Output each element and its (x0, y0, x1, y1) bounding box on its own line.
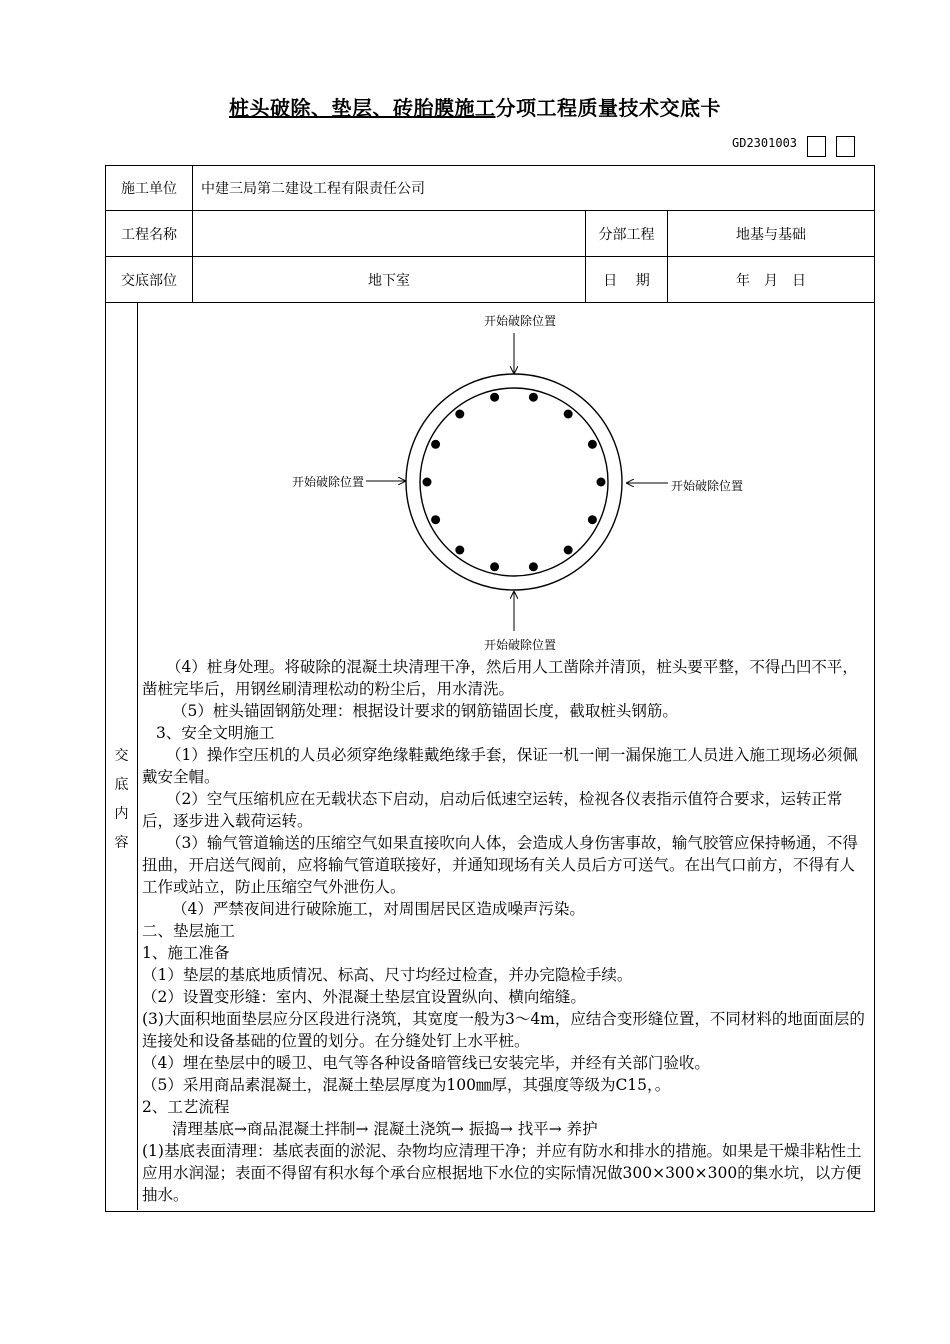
para-14: （5）采用商品素混凝土，混凝土垫层厚度为100㎜厚，其强度等级为C15，。 (142, 1076, 671, 1094)
disclosure-text (138, 656, 874, 1206)
doc-code: GD2301003 (732, 136, 798, 150)
para-8: 二、垫层施工 (142, 922, 236, 940)
date-value: 年 月 日 (668, 257, 875, 303)
page-title (0, 92, 950, 121)
rebar-dot (455, 546, 464, 555)
code-box-2 (836, 136, 855, 157)
title-rest: 分项工程质量技术交底卡 (495, 96, 721, 120)
side-char-1: 交 (114, 747, 129, 764)
rebar-dot (431, 515, 440, 524)
para-17: (1)基底表面清理：基底表面的淤泥、杂物均应清理干净；并应有防水和排水的措施。如果是干燥非粘性土应用水润湿；表面不得留有积水每个承台应根据地下水位的实际情况做300×300×300的集水坑，以方便抽水。 (142, 1142, 862, 1204)
rebar-dot (490, 393, 499, 402)
side-label (106, 303, 138, 1210)
para-13: （4）埋在垫层中的暖卫、电气等各种设备暗管线已安装完毕，并经有关部门验收。 (142, 1054, 710, 1072)
label-left: 开始破除位置 (292, 475, 365, 489)
rebar-dot (490, 562, 499, 571)
rebar-dot (588, 440, 597, 449)
disclosure-table (105, 165, 875, 1212)
subdivision-value: 地基与基础 (668, 211, 875, 257)
rebar-dot (564, 410, 573, 419)
side-char-2: 底 (114, 776, 129, 793)
rebar-dot (588, 515, 597, 524)
para-11: （2）设置变形缝：室内、外混凝土垫层宜设置纵向、横向缩缝。 (142, 988, 586, 1006)
side-char-4: 容 (114, 834, 129, 851)
outer-circle (406, 374, 622, 590)
rebar-dot (597, 478, 606, 487)
para-12: (3)大面积地面垫层应分区段进行浇筑，其宽度一般为3～4m，应结合变形缝位置，不同材料的地面面层的连接处和设备基础的位置的划分。在分缝处钉上水平桩。 (142, 1010, 865, 1050)
title-underlined: 桩头破除、垫层、砖胎膜施工 (229, 96, 496, 120)
para-16: 清理基底→商品混凝土拌制→ 混凝土浇筑→ 振捣→ 找平→ 养护 (172, 1120, 598, 1138)
inner-circle (420, 388, 608, 576)
label-bottom: 开始破除位置 (484, 638, 557, 652)
para-4: （1）操作空压机的人员必须穿绝缘鞋戴绝缘手套，保证一机一闸一漏保施工人员进入施工现场必须佩戴安全帽。 (142, 746, 858, 786)
para-6: （3）输气管道输送的压缩空气如果直接吹向人体，会造成人身伤害事故，输气胶管应保持畅通，不得扭曲，开启送气阀前，应将输气管道联接好，并通知现场有关人员后方可送气。在出气口前方，不得有人工作或站立，防止压缩空气外泄伤人。 (142, 834, 858, 896)
rebar-dot (431, 440, 440, 449)
part-value: 地下室 (193, 257, 586, 303)
label-top: 开始破除位置 (484, 314, 557, 328)
rebar-dot (455, 410, 464, 419)
rebar-dot (529, 562, 538, 571)
date-label: 日 期 (586, 257, 668, 303)
pile-breaking-diagram (138, 303, 874, 663)
para-10: （1）垫层的基底地质情况、标高、尺寸均经过检查，并办完隐检手续。 (142, 966, 633, 984)
subdivision-label: 分部工程 (586, 211, 668, 257)
unit-label: 施工单位 (106, 166, 193, 211)
code-box-1 (807, 136, 826, 157)
para-7: （4）严禁夜间进行破除施工，对周围居民区造成噪声污染。 (172, 900, 585, 918)
rebar-dots (423, 393, 606, 572)
label-right: 开始破除位置 (671, 479, 744, 493)
para-2: （5）桩头锚固钢筋处理：根据设计要求的钢筋锚固长度，截取桩头钢筋。 (172, 702, 678, 720)
para-1: （4）桩身处理。将破除的混凝土块清理干净，然后用人工凿除并清顶，桩头要平整，不得凸凹不平，凿桩完毕后，用钢丝刷清理松动的粉尘后，用水清洗。 (142, 658, 858, 698)
para-15: 2、工艺流程 (142, 1098, 230, 1116)
project-label: 工程名称 (106, 211, 193, 257)
unit-value: 中建三局第二建设工程有限责任公司 (193, 166, 875, 211)
content-cell (106, 303, 875, 1212)
side-char-3: 内 (114, 805, 129, 822)
rebar-dot (529, 393, 538, 402)
rebar-dot (423, 478, 432, 487)
para-5: （2）空气压缩机应在无载状态下启动，启动后低速空运转，检视各仪表指示值符合要求，运转正常后，逐步进入载荷运转。 (142, 790, 843, 830)
part-label: 交底部位 (106, 257, 193, 303)
project-value (193, 211, 586, 257)
para-9: 1、施工准备 (142, 944, 230, 962)
rebar-dot (564, 546, 573, 555)
para-3: 3、安全文明施工 (156, 724, 275, 742)
